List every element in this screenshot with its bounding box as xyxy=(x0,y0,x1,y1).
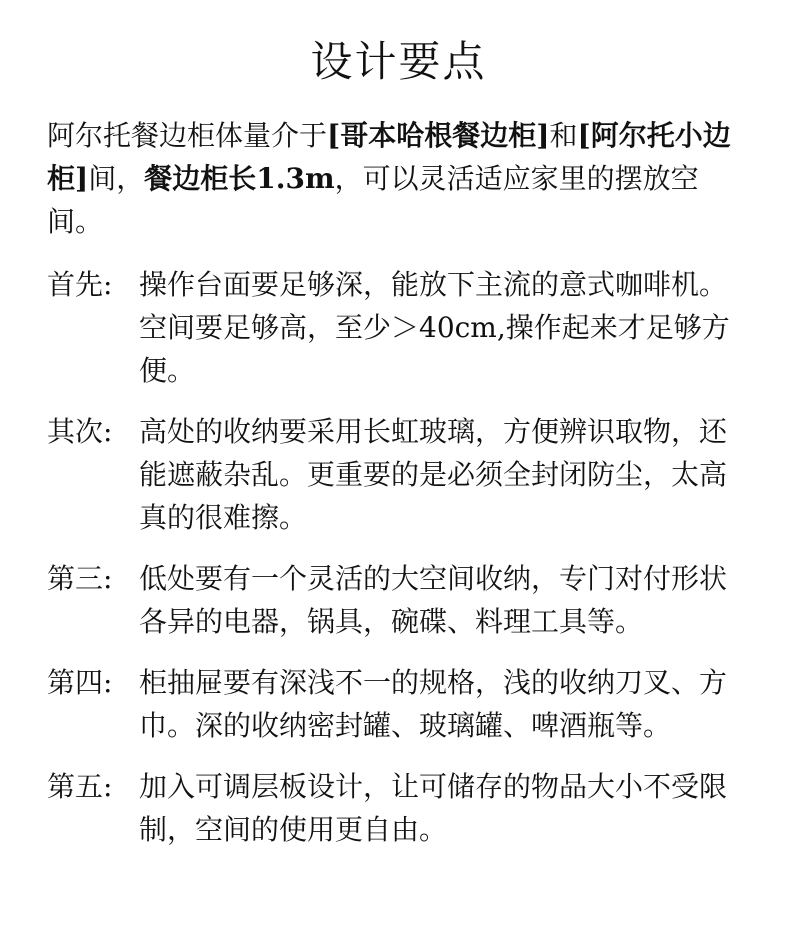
design-points-list xyxy=(47,263,750,851)
point-label: 第四: xyxy=(47,666,113,699)
intro-paragraph xyxy=(47,114,750,243)
intro-emphasis-aalto-small: [阿尔托小边柜] xyxy=(47,119,731,195)
intro-text-3: 间， xyxy=(88,162,145,195)
design-point-third xyxy=(47,557,750,643)
point-label: 第三: xyxy=(47,562,113,595)
design-point-second xyxy=(47,410,750,539)
point-label: 第五: xyxy=(47,770,113,803)
design-point-fifth xyxy=(47,765,750,851)
point-text: 高处的收纳要采用长虹玻璃，方便辨识取物，还能遮蔽杂乱。更重要的是必须全封闭防尘，太高真的很难擦。 xyxy=(139,415,728,534)
point-label: 其次: xyxy=(47,415,113,448)
point-label: 首先: xyxy=(47,268,113,301)
design-point-fourth xyxy=(47,661,750,747)
intro-text-4: ，可以灵活适应家里的摆放空间。 xyxy=(47,162,699,238)
intro-emphasis-copenhagen: [哥本哈根餐边柜] xyxy=(327,119,550,152)
design-point-first xyxy=(47,263,750,392)
point-text: 低处要有一个灵活的大空间收纳，专门对付形状各异的电器，锅具，碗碟、料理工具等。 xyxy=(139,562,728,638)
point-text: 加入可调层板设计，让可储存的物品大小不受限制，空间的使用更自由。 xyxy=(139,770,728,846)
intro-text-1: 阿尔托餐边柜体量介于 xyxy=(47,119,328,152)
point-text: 柜抽屉要有深浅不一的规格，浅的收纳刀叉、方巾。深的收纳密封罐、玻璃罐、啤酒瓶等。 xyxy=(139,666,728,742)
intro-text-2: 和 xyxy=(549,119,578,152)
page-title: 设计要点 xyxy=(310,37,487,86)
intro-emphasis-length: 餐边柜长1.3m xyxy=(144,162,335,195)
point-text: 操作台面要足够深，能放下主流的意式咖啡机。空间要足够高，至少＞40cm,操作起来才足够方便。 xyxy=(139,268,730,387)
